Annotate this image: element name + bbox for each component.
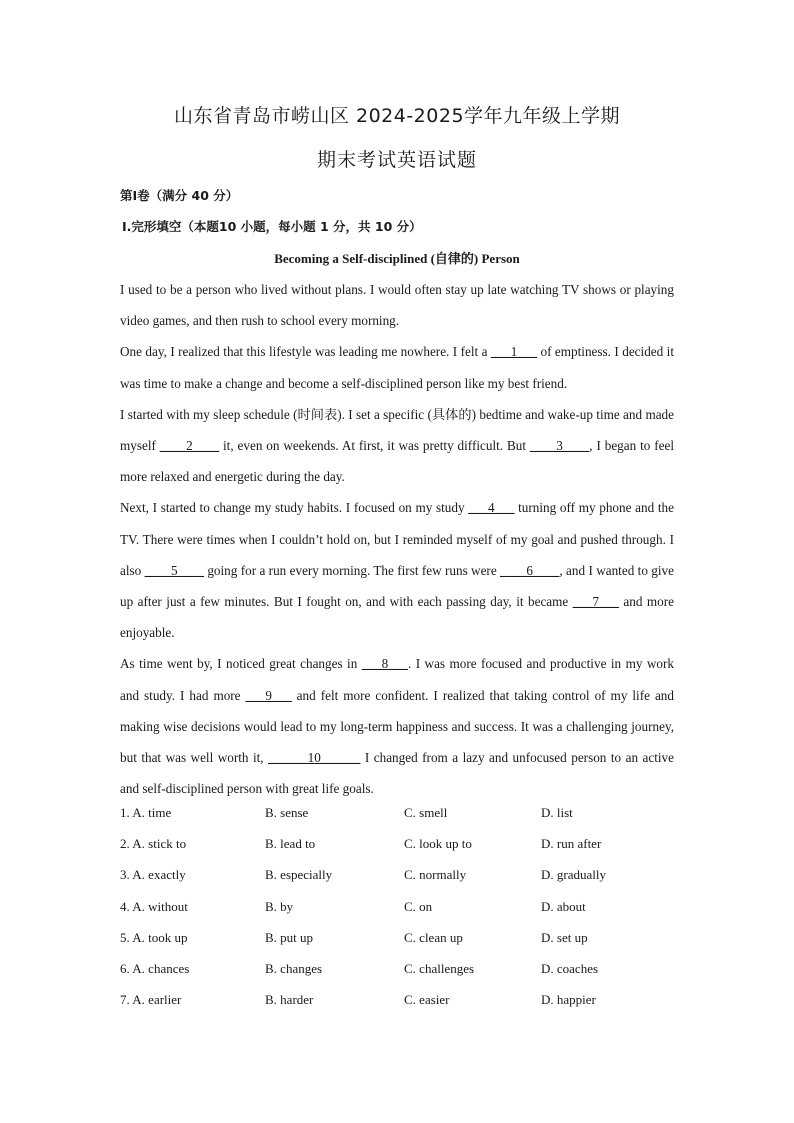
option-a: 5. A. took up xyxy=(120,929,188,945)
option-row xyxy=(120,992,674,1023)
option-row xyxy=(120,836,674,867)
passage-title: Becoming a Self-disciplined (自律的) Person xyxy=(274,251,520,266)
option-d: D. run after xyxy=(541,836,602,852)
paragraph-1: I used to be a person who lived without plans. I would often stay up late watching TV shows or playing video games, and then rush to school every morning. xyxy=(120,282,674,329)
option-c: C. challenges xyxy=(404,960,475,976)
option-b: B. lead to xyxy=(265,836,316,852)
paragraph-3: I started with my sleep schedule (时间表). I set a specific (具体的) bedtime and wake-up time and made myself ____2____ it, even on weekends. At first, it was pretty difficult. But ____3____, I began to feel more relaxed and energetic during the day. xyxy=(120,406,674,485)
option-c: C. clean up xyxy=(404,929,463,945)
option-d: D. coaches xyxy=(541,960,599,976)
option-d: D. set up xyxy=(541,929,588,945)
blank-8: ___8___ xyxy=(361,656,408,672)
option-b: B. changes xyxy=(265,960,323,976)
blank-3: ____3____ xyxy=(529,438,590,454)
option-c: C. look up to xyxy=(404,836,472,852)
option-row xyxy=(120,805,674,836)
cloze-instructions: Ⅰ.完形填空（本题10 小题，每小题 1 分，共 10 分） xyxy=(122,219,422,234)
option-b: B. sense xyxy=(265,805,309,820)
blank-5: ____5____ xyxy=(144,562,204,578)
option-a: 1. A. time xyxy=(120,805,172,820)
blank-2: ____2____ xyxy=(159,438,220,454)
option-d: D. gradually xyxy=(541,867,606,883)
option-c: C. smell xyxy=(404,805,448,820)
option-b: B. especially xyxy=(265,867,333,883)
option-d: D. happier xyxy=(541,992,596,1008)
blank-1: ___1___ xyxy=(490,344,538,360)
paragraph-5: As time went by, I noticed great changes in ___8___. I was more focused and productive in my work and study. I had more ___9___ and felt more confident. I realized that taking control of my life and making wise decisions would lead to my long-term happiness and success. It was a challenging journey, but that was well worth it, ______10______ I changed from a lazy and unfocused person to an active and self-disciplined person with great life goals. xyxy=(120,656,675,797)
section-heading: 第Ⅰ卷（满分 40 分） xyxy=(120,188,239,203)
option-b: B. put up xyxy=(265,929,314,945)
exam-title-line2: 期末考试英语试题 xyxy=(316,149,477,171)
option-a: 3. A. exactly xyxy=(120,867,186,883)
answer-options xyxy=(120,805,674,1023)
option-row xyxy=(120,930,674,961)
option-b: B. by xyxy=(265,898,294,914)
option-a: 2. A. stick to xyxy=(120,836,187,852)
paragraph-4: Next, I started to change my study habits. I focused on my study ___4___ turning off my phone and the TV. There were times when I couldn’t hold on, but I reminded myself of my goal and pushed through. I also ____5____ going for a run every morning. The first few runs were ____6____, and I wanted to give up after just a few minutes. But I fought on, and with each passing day, it became ___7___ and more enjoyable. xyxy=(120,500,674,641)
option-a: 6. A. chances xyxy=(120,960,190,976)
option-d: D. list xyxy=(541,805,573,820)
blank-9: ___9___ xyxy=(245,687,292,703)
option-row xyxy=(120,899,674,930)
option-c: C. on xyxy=(404,898,433,914)
option-b: B. harder xyxy=(265,992,314,1008)
option-d: D. about xyxy=(541,898,586,914)
passage-body xyxy=(120,274,674,804)
option-c: C. easier xyxy=(404,992,450,1008)
exam-title-line1: 山东省青岛市崂山区 2024-2025学年九年级上学期 xyxy=(173,105,621,127)
paragraph-2: One day, I realized that this lifestyle was leading me nowhere. I felt a ___1___ of emptiness. I decided it was time to make a change and become a self-disciplined person like my best friend. xyxy=(120,344,674,391)
blank-7: ___7___ xyxy=(572,594,619,610)
option-row xyxy=(120,961,674,992)
blank-4: ___4___ xyxy=(468,500,515,516)
option-row xyxy=(120,867,674,898)
option-a: 4. A. without xyxy=(120,898,188,914)
blank-10: ______10______ xyxy=(268,750,361,766)
option-c: C. normally xyxy=(404,867,467,883)
blank-6: ____6____ xyxy=(500,562,560,578)
option-a: 7. A. earlier xyxy=(120,992,182,1008)
